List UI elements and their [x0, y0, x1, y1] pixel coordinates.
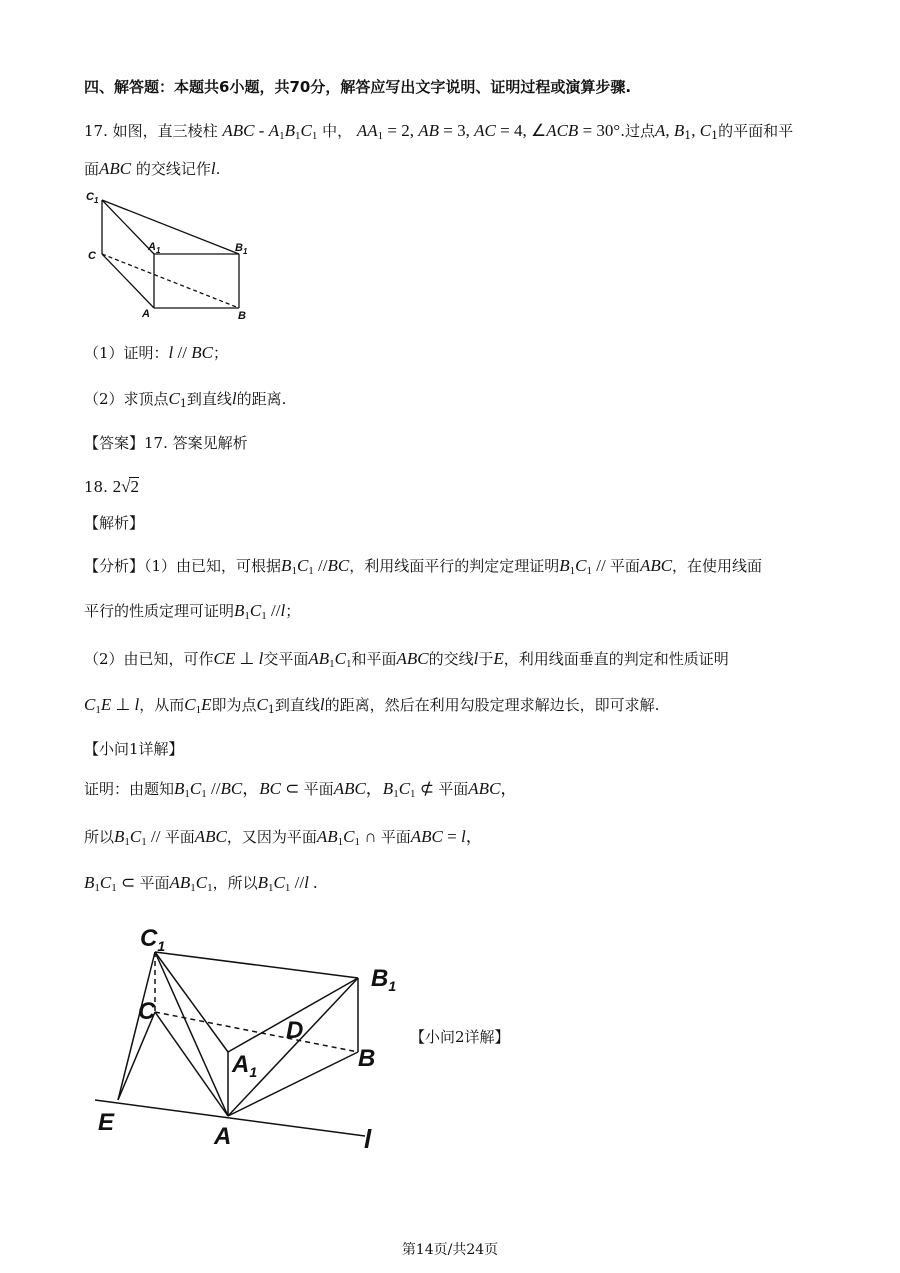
large-label-e: E — [98, 1109, 115, 1136]
small-label-a1: $A_1$ — [148, 241, 161, 255]
analysis-line4: $C_1E$ ⊥ l，从而$C_1E$即为点$C_1$到直线l的距离，然后在利用勾股定理求解边长，即可求解. — [84, 695, 660, 716]
answer-label: 【答案】17. 答案见解析 — [84, 434, 248, 452]
analysis-line1: 【分析】（1）由已知，可根据$B_1C_1$ //BC，利用线面平行的判定定理证明$B_1C_1$ // 平面ABC，在使用线面 — [84, 556, 763, 577]
large-label-b1: $B_1$ — [371, 965, 397, 994]
q17-line2: 面ABC 的交线记作l. — [84, 159, 221, 178]
analysis-label: 【解析】 — [84, 514, 145, 532]
large-label-d: D — [286, 1017, 304, 1044]
analysis-line2: 平行的性质定理可证明$B_1C_1$ //l； — [84, 601, 301, 622]
analysis-line3: （2）由已知，可作CE ⊥ l交平面$AB_1C_1$和平面ABC的交线l于E，利用线面垂直的判定和性质证明 — [84, 649, 729, 670]
section-heading: 四、解答题：本题共6小题，共70分，解答应写出文字说明、证明过程或演算步骤. — [84, 78, 632, 96]
small-label-a: A — [142, 308, 150, 320]
small-label-b: B — [238, 310, 246, 322]
sub1-label: 【小问1详解】 — [84, 740, 184, 758]
small-label-c: C — [88, 250, 96, 262]
sub2-label: 【小问2详解】 — [410, 1028, 510, 1046]
large-label-c: C — [138, 998, 156, 1025]
q17-line1: 17. 如图，直三棱柱 ABC - $A_1B_1C_1$ 中， $AA_1 = 2$, AB = 3, AC = 4, ∠ACB = 30°.过点A, $B_1$, $C_1$的平面和平 — [84, 121, 794, 142]
proof-line2: 所以$B_1C_1$ // 平面ABC，又因为平面$AB_1C_1$ ∩ 平面ABC = l， — [84, 827, 483, 848]
answer-18: 18. 2√2 — [84, 477, 139, 496]
large-label-l: l — [364, 1124, 372, 1154]
large-label-b: B — [358, 1045, 376, 1072]
q17-part1: （1）证明：l // BC； — [84, 343, 228, 362]
q17-part2: （2）求顶点$C_1$到直线l的距离. — [84, 389, 287, 410]
large-label-a1: $A_1$ — [232, 1051, 258, 1080]
proof-line1: 证明：由题知$B_1C_1$ //BC，BC ⊂ 平面ABC，$B_1C_1$ ⊄ 平面ABC， — [84, 779, 518, 800]
large-label-a: A — [214, 1123, 232, 1150]
proof-line3: $B_1C_1$ ⊂ 平面$AB_1C_1$，所以$B_1C_1$ //l . — [84, 873, 318, 894]
large-label-c1: $C_1$ — [140, 925, 166, 954]
small-label-b1: $B_1$ — [235, 242, 248, 256]
page-footer: 第14页/共24页 — [401, 1242, 499, 1258]
small-label-c1: $C_1$ — [86, 191, 99, 205]
